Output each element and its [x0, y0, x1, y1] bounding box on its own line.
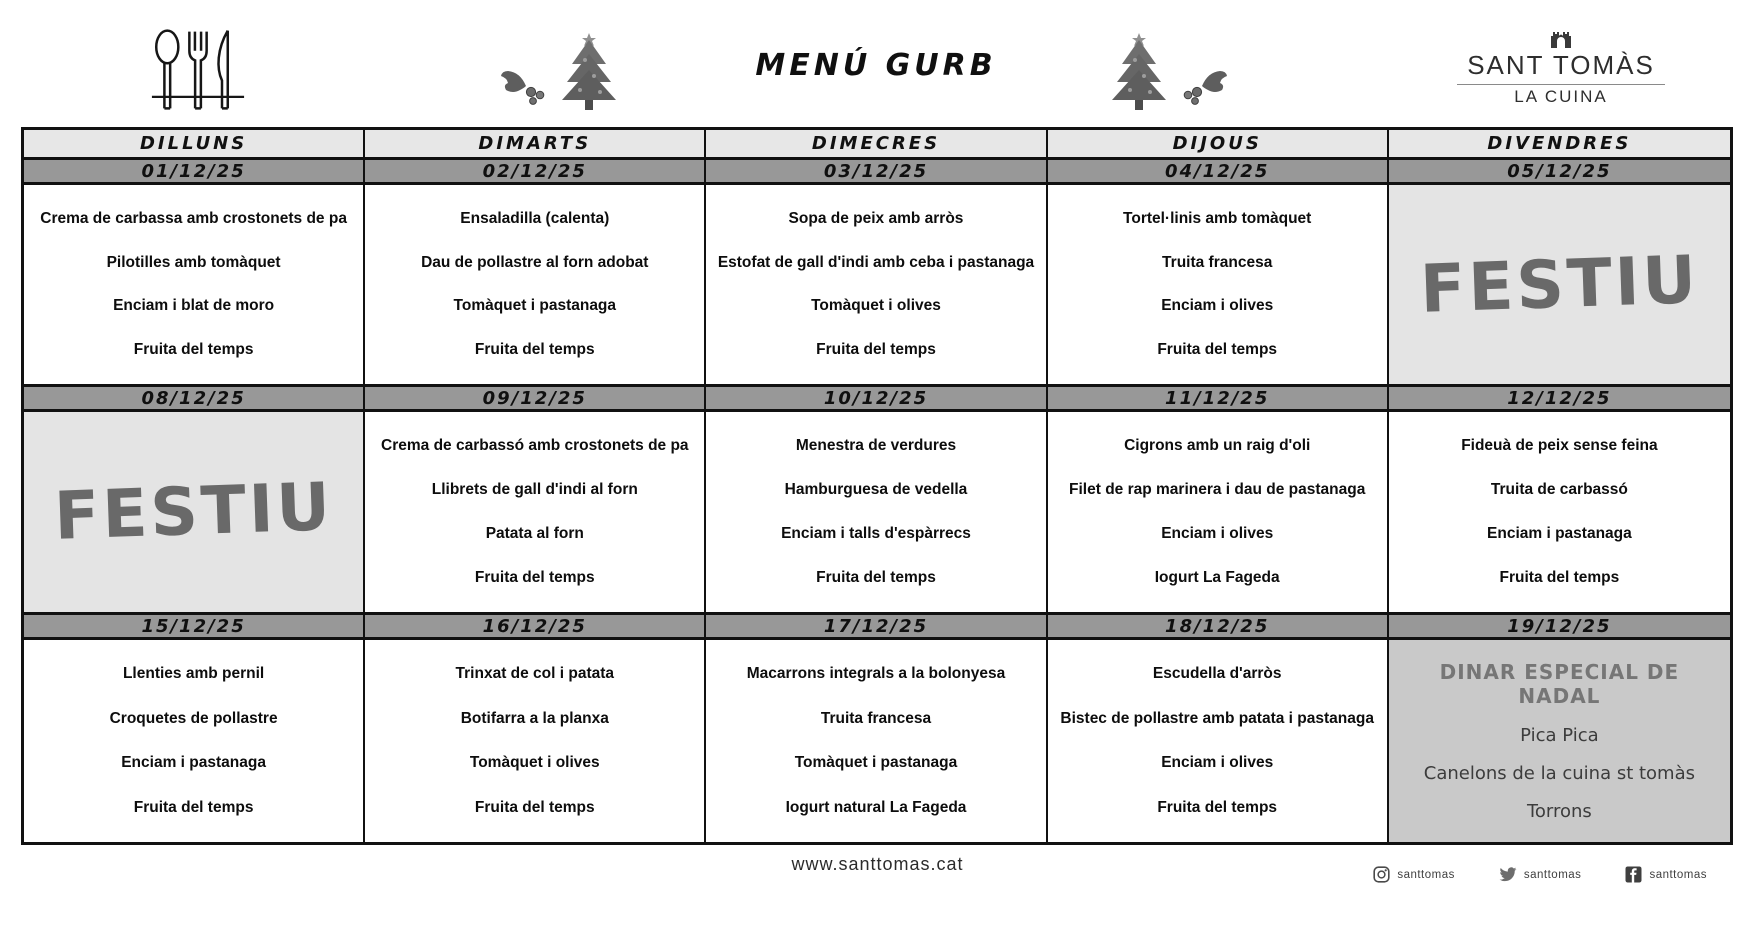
menu-cell [24, 640, 365, 842]
date-cell: 12/12/25 [1389, 384, 1730, 412]
menu-item: Filet de rap marinera i dau de pastanaga [1069, 481, 1366, 499]
menu-item: Crema de carbassa amb crostonets de pa [40, 209, 347, 227]
menu-item: Estofat de gall d'indi amb ceba i pastanaga [717, 253, 1035, 271]
menu-item: Enciam i talls d'espàrrecs [781, 525, 971, 543]
menu-cell [1048, 185, 1389, 384]
date-cell: 09/12/25 [365, 384, 706, 412]
menu-cell [1048, 412, 1389, 612]
date-cell: 02/12/25 [365, 157, 706, 185]
twitter-icon [1499, 867, 1517, 882]
menu-cell [24, 185, 365, 384]
menu-item: Bistec de pollastre amb patata i pastanaga [1060, 709, 1374, 727]
cutlery-icon [150, 24, 246, 116]
date-cell: 03/12/25 [706, 157, 1047, 185]
logo-text-primary: SANT TOMÀS [1457, 50, 1665, 85]
date-cell: 19/12/25 [1389, 612, 1730, 640]
instagram-handle: santtomas [1373, 866, 1455, 883]
festiu-cell [24, 412, 365, 612]
menu-item: Enciam i olives [1161, 525, 1274, 543]
holly-icon [500, 66, 552, 110]
menu-item: Llibrets de gall d'indi al forn [431, 481, 638, 499]
menu-item: Llenties amb pernil [122, 665, 265, 683]
page-header [0, 0, 1755, 127]
menu-item: Crema de carbassó amb crostonets de pa [381, 437, 689, 455]
menu-item: Fruita del temps [1157, 341, 1278, 359]
menu-cell [1389, 412, 1730, 612]
menu-item: Fruita del temps [474, 569, 595, 587]
menu-item: Enciam i blat de moro [113, 297, 275, 315]
instagram-icon [1373, 866, 1390, 883]
menu-item: Fruita del temps [133, 798, 254, 816]
date-cell: 08/12/25 [24, 384, 365, 412]
nadal-item: Pica Pica [1520, 725, 1599, 747]
menu-item: Tomàquet i pastanaga [453, 297, 617, 315]
menu-cell [365, 640, 706, 842]
castle-icon [1547, 26, 1575, 48]
menu-item: Fruita del temps [816, 569, 936, 587]
date-cell: 04/12/25 [1048, 157, 1389, 185]
menu-item: Menestra de verdures [795, 437, 957, 455]
menu-item: Fruita del temps [474, 341, 595, 359]
day-header-cell: DILLUNS [24, 130, 365, 157]
menu-cell [706, 185, 1047, 384]
menu-item: Sopa de peix amb arròs [788, 209, 964, 227]
menu-item: Fruita del temps [474, 798, 595, 816]
nadal-item: Canelons de la cuina st tomàs [1423, 762, 1695, 784]
date-cell: 17/12/25 [706, 612, 1047, 640]
menu-item: Dau de pollastre al forn adobat [421, 253, 649, 271]
menu-item: Croquetes de pollastre [109, 709, 278, 727]
menu-item: Truita de carbassó [1490, 481, 1628, 499]
day-header-cell: DIMECRES [706, 130, 1047, 157]
menu-item: Truita francesa [820, 709, 932, 727]
facebook-handle: santtomas [1625, 866, 1707, 883]
holly-icon [1176, 66, 1228, 110]
christmas-tree-icon [1108, 32, 1170, 110]
holly-and-tree-decoration [500, 32, 620, 110]
date-cell: 05/12/25 [1389, 157, 1730, 185]
menu-item: Pilotilles amb tomàquet [106, 253, 281, 271]
date-cell: 10/12/25 [706, 384, 1047, 412]
menu-cell [706, 640, 1047, 842]
menu-item: Truita francesa [1162, 253, 1273, 271]
menu-item: Iogurt La Fageda [1154, 569, 1280, 587]
menu-item: Enciam i olives [1161, 297, 1274, 315]
christmas-tree-icon [558, 32, 620, 110]
nadal-item: Torrons [1526, 800, 1592, 822]
twitter-handle: santtomas [1499, 867, 1582, 882]
menu-item: Enciam i olives [1161, 754, 1274, 772]
sant-tomas-logo [1400, 26, 1722, 107]
page-title: MENÚ GURB [755, 48, 997, 83]
festiu-label: FESTIU [1418, 240, 1701, 328]
festiu-label: FESTIU [52, 468, 335, 555]
menu-item: Iogurt natural La Fageda [785, 798, 967, 816]
tree-and-holly-decoration [1108, 32, 1228, 110]
menu-item: Trinxat de col i patata [455, 665, 615, 683]
menu-item: Fruita del temps [1157, 798, 1278, 816]
menu-item: Tomàquet i pastanaga [794, 754, 958, 772]
date-cell: 11/12/25 [1048, 384, 1389, 412]
menu-item: Patata al forn [485, 525, 584, 543]
date-cell: 18/12/25 [1048, 612, 1389, 640]
menu-cell [1048, 640, 1389, 842]
menu-item: Macarrons integrals a la bolonyesa [746, 665, 1006, 683]
date-cell: 01/12/25 [24, 157, 365, 185]
menu-item: Enciam i pastanaga [1487, 525, 1632, 543]
date-cell: 16/12/25 [365, 612, 706, 640]
menu-table [21, 127, 1733, 845]
facebook-icon [1625, 866, 1642, 883]
menu-item: Fruita del temps [133, 341, 254, 359]
menu-cell [365, 412, 706, 612]
menu-item: Fruita del temps [1499, 569, 1620, 587]
menu-cell [706, 412, 1047, 612]
website-url: www.santtomas.cat [791, 854, 964, 874]
menu-item: Fideuà de peix sense feina [1461, 437, 1658, 455]
menu-cell [365, 185, 706, 384]
date-cell: 15/12/25 [24, 612, 365, 640]
menu-item: Hamburguesa de vedella [784, 481, 968, 499]
menu-item: Ensaladilla (calenta) [460, 209, 610, 227]
nadal-cell [1389, 640, 1730, 842]
nadal-title: DINAR ESPECIAL DE NADAL [1439, 660, 1680, 709]
menu-item: Cigrons amb un raig d'oli [1124, 437, 1311, 455]
menu-item: Tomàquet i olives [469, 754, 600, 772]
menu-item: Escudella d'arròs [1152, 665, 1282, 683]
menu-item: Fruita del temps [816, 341, 936, 359]
day-header-cell: DIVENDRES [1389, 130, 1730, 157]
day-header-cell: DIMARTS [365, 130, 706, 157]
day-header-cell: DIJOUS [1048, 130, 1389, 157]
festiu-cell [1389, 185, 1730, 384]
menu-item: Tomàquet i olives [811, 297, 941, 315]
social-links [1373, 866, 1707, 883]
menu-item: Enciam i pastanaga [121, 754, 266, 772]
menu-item: Tortel·linis amb tomàquet [1123, 209, 1312, 227]
menu-item: Botifarra a la planxa [460, 709, 609, 727]
logo-text-secondary: LA CUINA [1514, 87, 1608, 106]
